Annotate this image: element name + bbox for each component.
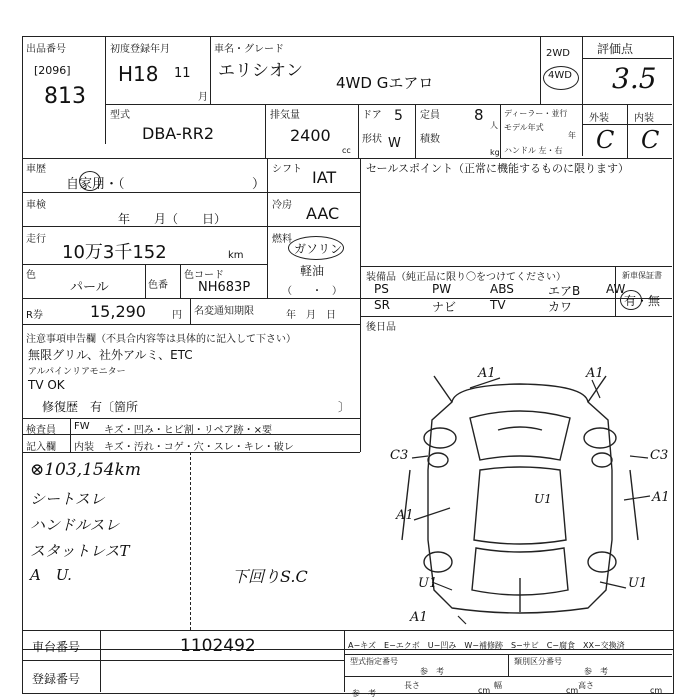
damage-mark-a1-right-side: A1 xyxy=(652,490,670,505)
shift-label: シフト xyxy=(272,164,302,175)
equipment-item-r2-0: SR xyxy=(374,298,390,312)
month-unit: 月 xyxy=(198,92,208,103)
length-unit: cm xyxy=(478,686,491,695)
inspector-label: 検査員 xyxy=(26,425,56,436)
repair-label: 修復歴 有〔箇所 xyxy=(42,400,139,414)
capacity-unit: 人 xyxy=(490,121,498,130)
displacement-label: 排気量 xyxy=(270,110,300,121)
inspector-row-1: キズ・凹み・ヒビ割・リペア跡・×要 xyxy=(104,425,272,436)
registration-month: 11 xyxy=(174,66,191,81)
history-close: ） xyxy=(252,177,266,192)
equipment-item-r1-0: PS xyxy=(374,282,389,296)
car-name: エリシオン xyxy=(218,61,303,81)
capacity-label: 定員 xyxy=(420,110,440,121)
exterior-grade: C xyxy=(596,126,615,154)
interior-grade: C xyxy=(641,126,660,154)
fw-tag: FW xyxy=(74,421,90,432)
width-label: 幅 xyxy=(494,681,502,690)
handwritten-line-2: シートスレ xyxy=(30,490,105,508)
mileage-value: 10万3千152 xyxy=(62,242,167,263)
handwritten-underbody-note: 下回りS.C xyxy=(232,567,308,586)
damage-mark-u1-rear-left: U1 xyxy=(418,576,438,591)
damage-mark-u1-roof: U1 xyxy=(534,492,552,506)
handwritten-mileage: ⊗103,154km xyxy=(30,460,141,480)
dimensions-ref: 参 考 xyxy=(352,689,376,698)
model-label: 型式 xyxy=(110,110,130,121)
interior-tag: 内装 xyxy=(74,442,94,453)
price-unit: 円 xyxy=(172,310,182,321)
mileage-label: 走行 xyxy=(26,234,46,245)
exterior-label: 外装 xyxy=(589,113,609,124)
inspection-label: 車検 xyxy=(26,200,46,211)
model-code: DBA-RR2 xyxy=(142,124,215,143)
equipment-item-r1-3: エアB xyxy=(548,284,581,298)
damage-mark-a1-front-right: A1 xyxy=(586,366,604,381)
registration-number-label: 登録番号 xyxy=(32,672,81,686)
handwritten-line-5: A U. xyxy=(30,566,72,584)
notes-line-3: TV OK xyxy=(28,378,65,392)
body-label: 形状 xyxy=(362,134,382,145)
width-unit: cm xyxy=(566,686,579,695)
lot-code: [2096] xyxy=(34,64,71,77)
warranty-label: 新車保証書 xyxy=(622,271,662,280)
notes-label: 注意事項申告欄（不具合内容等は具体的に記入して下さい） xyxy=(26,334,296,345)
classification-label: 類別区分番号 xyxy=(514,657,562,666)
transfer-value: 年 月 日 xyxy=(286,310,336,321)
inspection-value: 年 月（ 日） xyxy=(118,212,227,226)
lot-number-label: 出品番号 xyxy=(26,44,66,55)
year-unit: 年 xyxy=(568,131,576,140)
load-unit: kg xyxy=(490,148,500,157)
load-label: 積数 xyxy=(420,134,440,145)
displacement-unit: cc xyxy=(342,146,351,155)
damage-legend: A−キズ E−エクボ U−凹み W−補修跡 S−サビ C−腐食 XX−交換済 xyxy=(348,641,625,650)
damage-mark-a1-front-left: A1 xyxy=(478,366,496,381)
equipment-item-r1-1: PW xyxy=(432,282,452,296)
drive-4wd-value: 4WD xyxy=(548,70,572,81)
price-value: 15,290 xyxy=(90,302,146,321)
type-designation-ref: 参 考 xyxy=(420,667,444,676)
score-value: 3.5 xyxy=(612,62,657,95)
mileage-unit: km xyxy=(228,250,244,261)
equipment-item-r1-2: ABS xyxy=(490,282,514,296)
ac-value: AAC xyxy=(306,204,340,223)
damage-mark-a1-left-side: A1 xyxy=(396,508,414,523)
fuel-label: 燃料 xyxy=(272,234,292,245)
model-year-label: モデル年式 xyxy=(504,123,544,132)
history-label: 車歴 xyxy=(26,164,46,175)
dealer-label: ディーラー・並行 xyxy=(504,109,568,118)
height-label: 高さ xyxy=(578,681,594,690)
damage-mark-c3-right: C3 xyxy=(650,448,669,463)
price-label: R券 xyxy=(26,310,43,321)
equipment-item-r2-3: カワ xyxy=(548,300,573,314)
damage-mark-c3-left: C3 xyxy=(390,448,409,463)
registration-era-year: H18 xyxy=(118,62,159,86)
body-value: W xyxy=(388,136,401,151)
type-designation-label: 型式指定番号 xyxy=(350,657,398,666)
car-name-label: 車名・グレード xyxy=(214,44,284,55)
equipment-item-r1-4: AW xyxy=(606,282,626,296)
color-number-label: 色番 xyxy=(148,280,168,291)
displacement-value: 2400 xyxy=(290,126,331,145)
notes-line-2: アルパインリアモニター xyxy=(28,367,126,377)
height-unit: cm xyxy=(650,686,663,695)
doors-value: 5 xyxy=(394,108,403,124)
doors-label: ドア xyxy=(362,110,382,121)
fuel-alt-value: 軽油 xyxy=(300,264,325,278)
chassis-label: 車台番号 xyxy=(32,640,81,654)
drive-2wd-label: 2WD xyxy=(546,48,570,59)
interior-label: 内装 xyxy=(634,113,654,124)
warranty-value: 有・無 xyxy=(624,294,661,308)
fuel-paren: （ ・ ） xyxy=(282,286,342,297)
history-value: 自家用・（ xyxy=(66,177,125,192)
equipment-item-r2-2: TV xyxy=(490,298,506,312)
damage-mark-u1-rear-right: U1 xyxy=(628,576,648,591)
handle-label: ハンドル 左・右 xyxy=(504,146,563,155)
shift-value: IAT xyxy=(312,168,337,187)
fuel-value: ガソリン xyxy=(294,242,343,256)
transfer-label: 名変通知期限 xyxy=(194,306,254,317)
rear-seat-label: 後日品 xyxy=(366,322,396,333)
equipment-item-r2-1: ナビ xyxy=(432,300,457,314)
classification-ref: 参 考 xyxy=(584,667,608,676)
lot-number: 813 xyxy=(44,84,86,109)
handwritten-line-3: ハンドルスレ xyxy=(30,516,120,534)
inspector-row-2: キズ・汚れ・コゲ・穴・スレ・キレ・破レ xyxy=(104,442,294,453)
capacity-value: 8 xyxy=(474,106,484,124)
color-label: 色 xyxy=(26,270,36,281)
chassis-number: 1102492 xyxy=(180,636,256,656)
equipment-label: 装備品（純正品に限り〇をつけてください） xyxy=(366,272,566,283)
handwritten-line-4: スタットレスT xyxy=(30,542,130,560)
selling-points-label: セールスポイント（正常に機能するものに限ります） xyxy=(366,162,630,175)
first-registration-label: 初度登録年月 xyxy=(110,44,170,55)
damage-mark-a1-rear-left: A1 xyxy=(410,610,428,625)
entry-label: 記入欄 xyxy=(26,442,56,453)
notes-line-1: 無限グリル、社外アルミ、ETC xyxy=(28,348,193,362)
color-code-label: 色コード xyxy=(184,270,224,281)
car-grade: 4WD Gエアロ xyxy=(336,74,434,92)
score-label: 評価点 xyxy=(597,42,634,56)
repair-close: 〕 xyxy=(338,400,351,414)
ac-label: 冷房 xyxy=(272,200,292,211)
color-value: パール xyxy=(70,280,109,295)
color-code-value: NH683P xyxy=(198,280,251,295)
length-label: 長さ xyxy=(404,681,420,690)
